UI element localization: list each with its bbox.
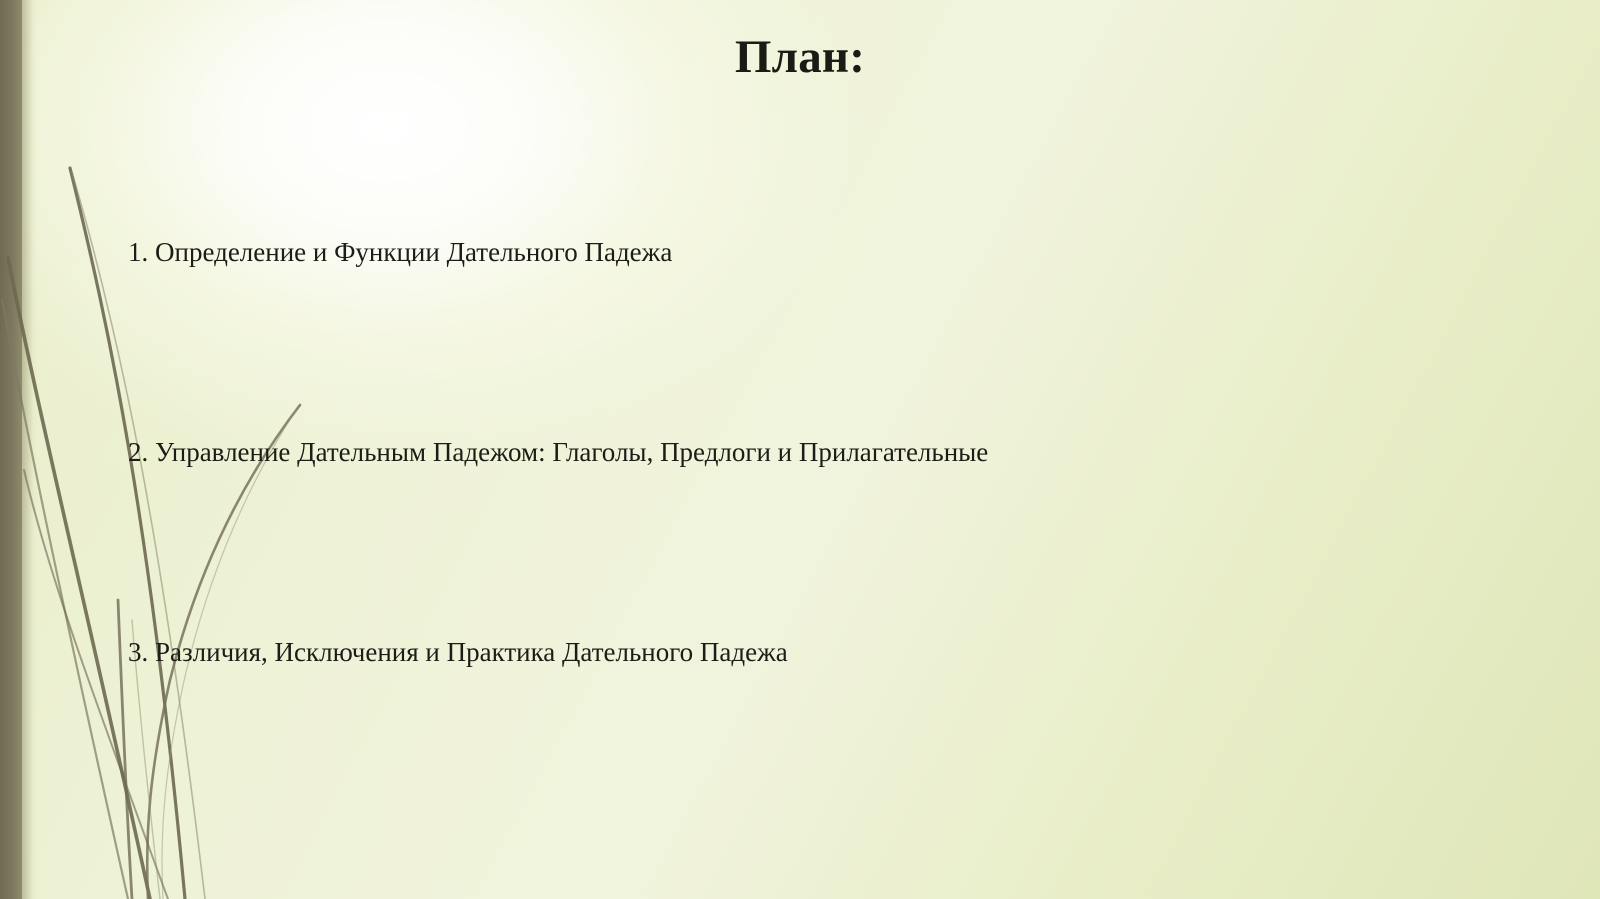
list-item: 2. Управление Дательным Падежом: Глаголы, Предлоги и Прилагательные xyxy=(128,436,989,467)
left-accent-band xyxy=(0,0,22,899)
list-item: 1. Определение и Функции Дательного Падежа xyxy=(128,237,673,267)
left-accent-band-fade xyxy=(22,0,38,899)
plan-list xyxy=(128,236,1428,669)
list-item: 3. Различия, Исключения и Практика Дательного Падежа xyxy=(128,636,788,667)
slide-title: План: xyxy=(734,31,866,83)
